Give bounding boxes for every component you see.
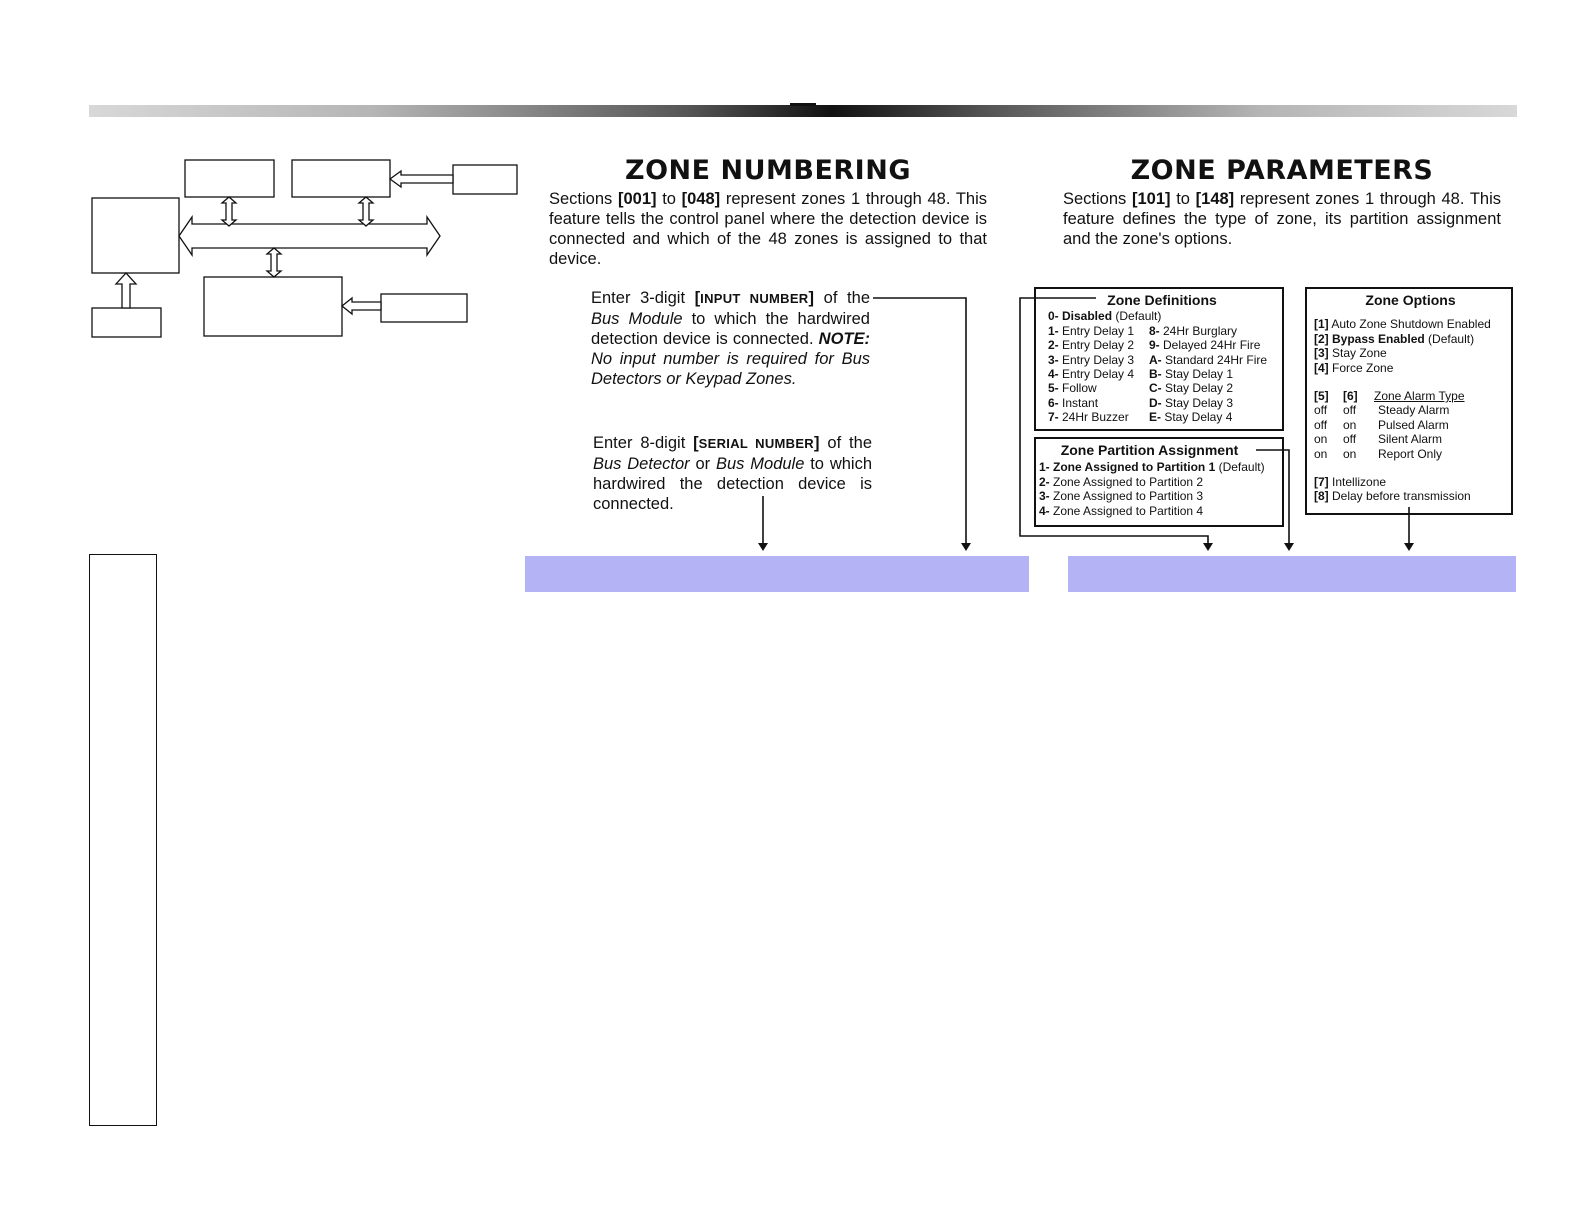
list-item: 4- Entry Delay 4 — [1048, 367, 1135, 382]
header-gradient-bar — [89, 105, 1517, 117]
list-item: C- Stay Delay 2 — [1149, 381, 1234, 396]
list-item: 2- Zone Assigned to Partition 2 — [1039, 474, 1204, 489]
input-step-close: ] — [808, 289, 814, 307]
input-step-text-c: to which the hardwired detection device is connected. — [591, 310, 870, 348]
list-item: [4] Force Zone — [1314, 360, 1394, 375]
diagram-vertical-arrow-3 — [267, 248, 281, 277]
diagram-box-bottom-middle — [204, 277, 342, 336]
input-step-open: [ — [694, 289, 701, 307]
diagram-box-top-middle — [292, 160, 390, 197]
list-item: 5- Follow — [1048, 381, 1097, 396]
intro-text-2: to — [656, 190, 682, 208]
intro-text-1: Sections — [549, 190, 618, 208]
zone-numbering-entry-band[interactable] — [525, 556, 1029, 592]
list-item: 2- Entry Delay 2 — [1048, 338, 1135, 353]
table-row: off on Pulsed Alarm — [1314, 417, 1449, 432]
zone-definitions-title: Zone Definitions — [1107, 292, 1217, 308]
diagram-vertical-arrow-2 — [359, 197, 373, 226]
serial-step-text-c: to which hardwired the detection device is connected. — [593, 455, 873, 513]
serial-step-text-b: of the — [819, 434, 872, 452]
zone-numbering-title: ZONE NUMBERING — [625, 155, 911, 186]
diagram-left-arrow-bottom — [342, 298, 381, 314]
section-last: [048] — [681, 190, 721, 208]
table-row: on off Silent Alarm — [1314, 432, 1443, 447]
diagram-vertical-arrow-1 — [222, 197, 236, 226]
list-item: [2] Bypass Enabled (Default) — [1314, 331, 1475, 346]
table-row: off off Steady Alarm — [1314, 403, 1450, 418]
input-number-step — [591, 288, 870, 389]
zone-parameters-entry-band[interactable] — [1068, 556, 1516, 592]
table-row: on on Report Only — [1314, 446, 1443, 461]
diagram-left-arrow-top — [390, 171, 453, 187]
params-section-first: [101] — [1131, 190, 1171, 208]
diagram-box-bottom-left — [92, 308, 161, 337]
list-item: A- Standard 24Hr Fire — [1149, 352, 1268, 367]
params-section-last: [148] — [1195, 190, 1235, 208]
serial-step-detector: Bus Detector — [593, 455, 690, 473]
list-item: B- Stay Delay 1 — [1149, 367, 1234, 382]
definition-code: 0- — [1048, 309, 1059, 324]
serial-step-or: or — [689, 455, 716, 473]
diagram-box-control-panel — [92, 198, 179, 273]
definition-suffix: (Default) — [1112, 309, 1162, 324]
serial-step-open: [ — [693, 434, 699, 452]
definition-label: Disabled — [1058, 309, 1113, 324]
zone-partition-panel — [1034, 437, 1284, 527]
arrow-down-icon — [1404, 543, 1414, 551]
list-item: [1] Auto Zone Shutdown Enabled — [1314, 317, 1491, 332]
list-item: [3] Stay Zone — [1314, 346, 1387, 361]
input-number-connector — [873, 298, 966, 544]
list-item: 6- Instant — [1048, 395, 1099, 410]
list-item: 1- Entry Delay 1 — [1048, 323, 1135, 338]
intro-text-3: represent zones 1 through 48. This feature tells the control panel where the detection device is connected and which of the 48 zones is assigned to that device. — [549, 190, 987, 268]
serial-step-text-a: Enter 8-digit — [593, 434, 694, 452]
zone-options-panel — [1305, 287, 1513, 515]
zone-parameters-title: ZONE PARAMETERS — [1130, 155, 1434, 186]
arrow-down-icon — [758, 543, 768, 551]
list-item: [8] Delay before transmission — [1314, 489, 1471, 504]
list-item: 3- Entry Delay 3 — [1048, 352, 1135, 367]
params-intro-text-3: represent zones 1 through 48. This feature defines the type of zone, its partition assignment and the zone's options. — [1063, 190, 1501, 248]
partition-default: 1- Zone Assigned to Partition 1 (Default) — [1039, 460, 1265, 475]
definition-default — [1048, 309, 1276, 323]
arrow-down-icon — [1284, 543, 1294, 551]
zone-partition-title: Zone Partition Assignment — [1060, 442, 1239, 458]
list-item: 9- Delayed 24Hr Fire — [1149, 338, 1261, 353]
note-label: NOTE: — [818, 330, 870, 348]
diagram-bus-arrow — [179, 217, 440, 255]
list-item: 8- 24Hr Burglary — [1149, 323, 1238, 338]
list-item: 7- 24Hr Buzzer — [1048, 410, 1129, 425]
input-step-text-a: Enter 3-digit — [591, 289, 695, 307]
serial-step-close: ] — [814, 434, 820, 452]
zone-definitions-panel — [1034, 287, 1284, 431]
arrow-down-icon — [961, 543, 971, 551]
diagram-box-top-right — [453, 165, 517, 194]
definitions-right-column — [1149, 324, 1267, 425]
input-step-text-b: of the — [814, 289, 870, 307]
serial-number-key: SERIAL NUMBER — [698, 436, 814, 451]
serial-step-module: Bus Module — [716, 455, 805, 473]
params-intro-text-1: Sections — [1063, 190, 1132, 208]
definitions-left-column — [1048, 324, 1149, 425]
input-step-module: Bus Module — [591, 310, 683, 328]
alarm-type-table — [1314, 389, 1507, 461]
zone-parameters-intro — [1063, 189, 1501, 249]
note-text: No input number is required for Bus Detectors or Keypad Zones. — [591, 350, 870, 388]
list-item: 3- Zone Assigned to Partition 3 — [1039, 489, 1204, 504]
diagram-up-arrow — [116, 273, 136, 308]
header-bar-notch — [790, 103, 816, 106]
list-item: D- Stay Delay 3 — [1149, 395, 1234, 410]
input-number-key: INPUT NUMBER — [700, 291, 809, 306]
section-first: [001] — [617, 190, 657, 208]
list-item: 4- Zone Assigned to Partition 4 — [1039, 503, 1204, 518]
alarm-type-header: [5] [6] Zone Alarm Type — [1314, 389, 1465, 404]
list-item: [7] Intellizone — [1314, 475, 1387, 490]
left-sidebar-box — [89, 554, 157, 1126]
list-item: E- Stay Delay 4 — [1149, 410, 1233, 425]
params-intro-text-2: to — [1170, 190, 1196, 208]
serial-number-step — [593, 433, 872, 514]
system-block-diagram — [88, 155, 528, 345]
zone-options-title: Zone Options — [1365, 292, 1456, 308]
diagram-box-bottom-right — [381, 294, 467, 322]
arrow-down-icon — [1203, 543, 1213, 551]
diagram-box-top-left — [185, 160, 274, 197]
zone-numbering-intro — [549, 189, 987, 269]
